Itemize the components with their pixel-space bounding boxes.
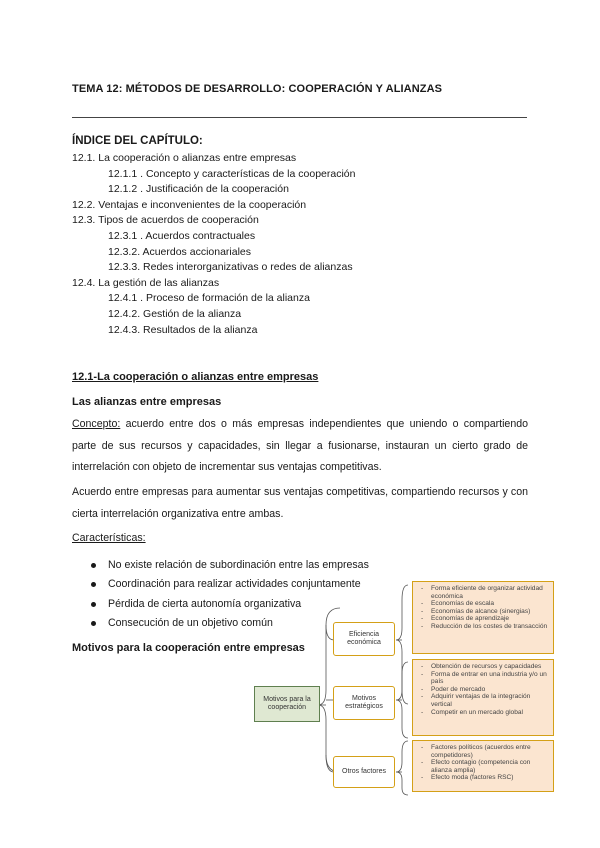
paragraph-2: Acuerdo entre empresas para aumentar sus ventajas competitivas, compartiendo recursos y con cierta interrelación organizativa entre ambas.: [72, 486, 528, 520]
toc-item: 12.3. Tipos de acuerdos de cooperación: [72, 214, 259, 227]
section-subheading: Las alianzas entre empresas: [72, 396, 222, 408]
toc-item: 12.2. Ventajas e inconvenientes de la cooperación: [72, 198, 307, 211]
concept-text: acuerdo entre dos o más empresas independientes que uniendo o compartiendo parte de sus recursos y capacidades, sin llegar a fusionarse, instauran un cierto grado de interrelación con objeto de incrementar sus ventajas competitivas.: [72, 418, 528, 473]
table-of-contents: [72, 151, 355, 338]
toc-item: 12.3.3. Redes interorganizativas o redes de alianzas: [108, 261, 353, 274]
list-item: - Obtención de recursos y capacidades: [421, 663, 549, 671]
list-item: Pérdida de cierta autonomía organizativa: [91, 595, 369, 614]
list-item: - Efecto contagio (competencia con alianza amplia): [421, 759, 549, 774]
toc-item: 12.3.1 . Acuerdos contractuales: [108, 229, 256, 242]
toc-item: 12.4.2. Gestión de la alianza: [108, 307, 242, 320]
concept-paragraph: [72, 414, 528, 479]
list-item: - Efecto moda (factores RSC): [421, 774, 549, 782]
list-item: - Economías de alcance (sinergias): [421, 608, 549, 616]
diagram-root: Motivos para la cooperación: [254, 686, 320, 722]
detail-motivos-estrategicos: [412, 659, 554, 736]
index-title: ÍNDICE DEL CAPÍTULO:: [72, 135, 203, 147]
detail-eficiencia: [412, 581, 554, 654]
list-item: - Forma de entrar en una industria y/o un país: [421, 671, 549, 686]
detail-otros-factores: [412, 740, 554, 792]
list-item: - Economías de aprendizaje: [421, 615, 549, 623]
motivos-heading: Motivos para la cooperación entre empresas: [72, 642, 305, 654]
toc-item: 12.4. La gestión de las alianzas: [72, 276, 220, 289]
list-item: - Competir en un mercado global: [421, 709, 549, 717]
title-divider: [72, 117, 527, 118]
branch-motivos-estrategicos: Motivos estratégicos: [333, 686, 395, 720]
toc-item: 12.1. La cooperación o alianzas entre empresas: [72, 152, 297, 164]
list-item: - Forma eficiente de organizar actividad económica: [421, 585, 549, 600]
list-item: - Adquirir ventajas de la integración vertical: [421, 693, 549, 708]
list-item: - Factores políticos (acuerdos entre competidores): [421, 744, 549, 759]
page-title: TEMA 12: MÉTODOS DE DESARROLLO: COOPERACIÓN Y ALIANZAS: [72, 83, 443, 95]
branch-eficiencia: Eficiencia económica: [333, 622, 395, 656]
toc-item: 12.4.3. Resultados de la alianza: [108, 323, 258, 336]
characteristics-label: Características:: [72, 532, 146, 544]
list-item: - Economías de escala: [421, 600, 549, 608]
toc-item: 12.3.2. Acuerdos accionariales: [108, 245, 252, 258]
list-item: Coordinación para realizar actividades conjuntamente: [91, 575, 369, 594]
list-item: - Reducción de los costes de transacción: [421, 623, 549, 631]
toc-item: 12.1.2 . Justificación de la cooperación: [108, 183, 289, 196]
list-item: - Poder de mercado: [421, 686, 549, 694]
branch-otros-factores: Otros factores: [333, 756, 395, 788]
list-item: No existe relación de subordinación entre las empresas: [91, 556, 369, 575]
list-item: Consecución de un objetivo común: [91, 614, 369, 633]
toc-item: 12.1.1 . Concepto y características de la cooperación: [108, 167, 356, 180]
section-heading: 12.1-La cooperación o alianzas entre empresas: [72, 371, 319, 383]
concept-label: Concepto:: [72, 418, 121, 430]
toc-item: 12.4.1 . Proceso de formación de la alianza: [108, 292, 310, 305]
